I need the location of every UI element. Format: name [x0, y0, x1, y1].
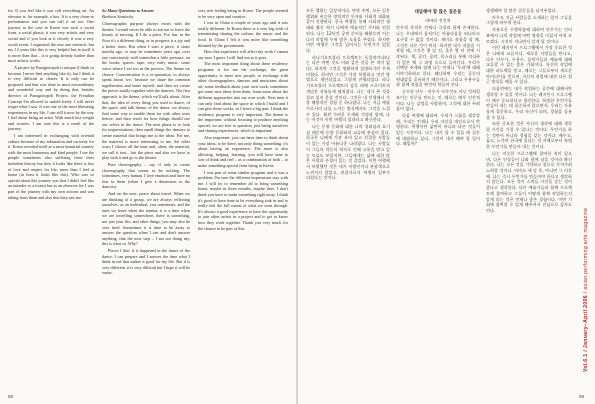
paragraph: for. If you feel like it you call everything art. An elevator is, for example, a box. It is a very clean-to performance and you can call it art too. One journey to the case in Korea was such a social form, a social phasis, it was very artistic and very social and if you look at it closely it was a very social event. I organized the tour one research, but my 12 years like this is very helpful but in itself it is more than that – it is going already further than most artistic works.	[8, 8, 94, 64]
article-title-korean: 대답해야 할 많은 질문들	[414, 10, 462, 15]
paragraph: 나는 비슷한 프로그램에 참여한 적이 있으며, 다른 인상들이 나와 함께 남을 것이라 확신한다. 나는 모든 것을 기억하고 집으로 가져가려 노력할 것이다. 아마도 세 달 후, 아니면 그 이후에. 나는 즉시 무언가를 만들어야 한다고 생각하지 않는다. 모든 것이 스며들 시간을 갖는 것이 좋다고 생각한다. 다른 예술가들과 함께 프로젝트에 참여하고 그들이 어떻게 함께 작업하는지 알게 되는 것은 언제나 좋은 경험이다. 이번 기회에 참여할 수 있게 해주셔서 진심으로 감사드린다.	[486, 150, 572, 213]
right-column-2	[396, 8, 480, 392]
paragraph: And on the next: peace about travel. When we are thinking of a group, we are always reflecting ourselves, as an individual, you sometimes, and the ones we leave when the trauma, it is a time when we are travelling somewhere, there is something, not just your life, and other things, you may also be very tired. Sometimes it is time to be away to answer the question when I can and don't answer anything, that the next step – I am not doing my, this is what so. Why?	[102, 191, 190, 247]
paragraph: Pieces I like: if it happened in the future of the dance: I can prepare and I answer the time what I think in me that makes it good for my life. But it is very different, it is very difficult but I hope it will be easier.	[102, 247, 190, 276]
paragraph: How this experience will affect my work I cannot say now. I guess I will find out as it goes.	[198, 49, 288, 60]
paragraph: 이런 레지던시 프로그램에서 가장 중요한 것은 나에게 교류이다. 새로운 사람들을 만나고, 다른 안무가, 무용수, 음악가들과 예술에 대해 교류할 수 있는 좋은 기회이다. 자신의 작업에 대한 피드백을 얻고, 때로는 그들로부터 새로운 아이디어를 얻으며, 자신의 작업에 대한 다른 접근 방식을 배울 수 있다.	[486, 45, 572, 85]
left-column-2	[102, 8, 190, 392]
paragraph: The most important thing about these residency programs is for me the exchange, the great opportunity to meet new people, to exchange with other choreographers, dancers and musicians about art, some feedback about your own work, sometimes get some new ideas from them, learn more about the different approaches into my own work. Next time it can only find about the space in which I build and I can give those works, so I leave a big part. I think the residency program is very important. The theme is the important: without focusing to produce anything special, we are free to question, just being ourselves and sharing experiences, which is important.	[198, 61, 288, 134]
issue-side-tag	[583, 52, 591, 372]
paragraph: very rich feeling being in Korea. The people seemed to be very open and creative.	[198, 8, 288, 19]
paragraph: 안무적 목적은 언제나 극장과 함께 존재한다. 나는 무대에서 움직이는 아름다움을 떠나라고 요구할 수 없을 것이다. 재미로 작품을 할 때, 그것은 다른 것이 된다. 하지만 내가 작품을 시작할 때, 그것은 몇 달 전, 혹은 몇 년 전에 시작된다. 책, 공간, 음악, 목소리를 통해 의식하지 않은 채 그 과정 속으로 들어간다. 우리가 선택한 주제와 함께 나는 언제나 '우리'에 대해 이야기하려고 한다. 왜냐하면 우리는 공동의 연대감을 공유하기 때문이다. 그리고 무용수들과 함께 작품을 완전히 만들어 간다.	[396, 25, 480, 88]
paragraph: 또한 중요한 것은 자신의 생각에 대해 생각할 시간을 가질 수 있다는 것이다. 무언가를 하는 것만이 아니라 경험을 갖는 것이다. 배우고, 돕고, 느끼며 한국에 있다는 것 자체로부터 특별한 무언가를 만들어 내는 것이다.	[486, 121, 572, 150]
article-author: Barbara Sinzinchy	[102, 13, 134, 19]
right-column-1	[306, 8, 390, 392]
right-column-3	[486, 8, 572, 392]
paragraph: 모든 행위는 일상적이다. 만약 주변, 모든 길은 행위와 비슷한 정치적인 투자와 사회적 대화와 같이 진행된다. 한국 여행을 통해 사회적인 형태와 활동 역시 나에게 예술적인 가치와 연결된다. 나는 12년간 공연 준비를 해왔으며 이는 나의 작업에 무척 많은 도움을 주었다. 하지만 이번 여행은 그것을 넘어서는 무언가가 있었다.	[306, 8, 390, 53]
paragraph: 다음번에는 내가 작업하는 공간에 대해서만 생각할 수 있을 것이다. 나는 레지던시 프로그램이 매우 중요하다고 생각한다. 특별한 무언가를 만들어 내는 데 집중하지 않으면서, 우리는 자유롭게 질문하고, 우리 자신이 되며, 경험을 공유할 수 있다.	[486, 86, 572, 120]
article-author-korean: 바바라 진진치	[425, 17, 451, 23]
paragraph: I am interested in exchanging with oriental culture because of my admiration and curiosity for it. Korea revealed itself as a most beautiful country with the most humorous and kind people. I see the people sometimes also suffering from their turbulent history but they it looks like there is lots of love and respect for life, more than I feel at home (at least it looks like this). Who was so special about this journey was that I didn't feel like an intruder or a tourist but as an observer for I was part of the journey with my own actions and was taking from them and also that they saw me.	[8, 133, 94, 200]
right-page	[298, 0, 595, 404]
paragraph: 나는 동양 문화에 대한 나의 경외심과 호기심 때문에 동양 문화와의 교류에 관심이 있다. 한국은 나에게 가장 유머 있고 친절한 사람들이 있는 가장 아름다운 나라였다. 나는 사람들이 그들의 격동의 역사로 인해 고통을 받고 있는 모습도 보았지만, 그들에게는 삶에 대한 많은 사랑과 존경이 있는 것 같았다. 이번 여행에서 특별했던 것은 내가 이방인이나 관광객으로 느껴지지 않았고, 관찰자로서 여행의 일부가 되었다는 것이다.	[306, 124, 390, 181]
page-number-right: 59	[579, 394, 585, 399]
publication-label: / asian performing arts magazine	[583, 207, 589, 294]
page-number-left: 58	[8, 394, 14, 399]
paragraph: Also important: you can have time to think about your ideas, to be there, not only doing something, it's about having an experience. The more is also allowing, helping, learning, you will have time to sort of think and feel – as a combination of both – to make something special from being in Korea.	[198, 135, 288, 169]
paragraph: 아무도 지금 사람들을 소개하는 일이 그들을 그렇게 바꾸게 한다.	[486, 14, 572, 26]
left-page	[0, 0, 297, 404]
paragraph: Pure choreography – say, if only to create choreography that seems to be nothing. The sometimes, very human. I love emotion and have no fear to them (when I give a dimension to the dancers).	[102, 162, 190, 190]
paragraph: A project by Panagiotopoli is unique (I think so because I never find anything like it), but I think it is very difficult to clearer. It is only can be proposed and that was done in most extraordinary and wonderful way and by doing that, besides director of Panagiotopoli Project, the Freudian Concept I'm allowed to unfold freely. I will never forget what I saw. It was one of the most liberating experiences in my life. I can still it now by the way I feel about being an artist. With much less weight and worries. I am sure this is a result of the journey.	[8, 64, 94, 132]
left-column-3	[198, 8, 288, 392]
left-column-1	[8, 8, 94, 392]
paragraph: 다음 여행에 대하여. 우리가 그룹을 생각할 때, 우리는 언제나 우리 자신을 개인으로서 반영한다. 여행이란 삶만이 아니라 다른 것들이 있는 시간이다. 나는 내가 할 수 있을 때 질문에 대답하고 싶다. 그것이 내가 해야 할 일이다. 왜일까?	[396, 112, 480, 147]
paragraph: Choreographic purpose always exists with the theater, I would never be able to ask me to leave the beauty of moving. If I do a piece. For fun, in the floor it's a different thing, or in progress is a joy and a better form. But when I start a piece, it starts months ago, or may be sometimes years ago, over one consciously with somewhat a little pressure, on the books, spaces, tape, very early music, some voice where I see too in the process. The theme we choose. Concentration is a re-quotation, to always speak about 'we,' because we share the common togetherness and inner myself, and then we create the pieces totally together with the dancers. The first approach is the theme, which we'll talk about. After that, the idea of every thing you used to dance, of the space, and talk theme, of the dance, we always find some way to enable them for with other texts before, and then reach for how things should use our selves in the dance. The next phase is to look for improvisations, then small things the dancers to create material that brings me to the ideas. For me, the material is more interesting to me, the other ways I choose all the time and, often, the material, we call it text... but the piece and also we have to play with it and go to the theatre.	[102, 21, 190, 161]
paragraph: I was in China a couple of years ago and it was totally different. In Korea there is a very big wish of transmitting sharing the culture, the music and the food. In China I felt it was more like something dictated by the government.	[198, 20, 288, 48]
paragraph: 파나기오토폴리 프로젝트는 독창적이다(나는 다른 어떤 것도 이와 같은 것을 본 적이 없다). 하지만 그것을 명확하게 설명하기란 무척 어렵다. 하지만 그것은 가장 특별하고 멋진 방법으로 제안되었고, 그렇게 진행되었다. 파나기오토폴리 프로젝트의 감독 외에 프로이트적 개념은 자유롭게 펼쳐졌다. 나는 내가 본 것을 결코 잊지 못할 것이다. 그것은 내 인생에서 가장 해방적인 경험 중 하나였다. 나는 지금 예술가로서의 나를 느끼는 방식에서도 그것을 느낄 수 있다. 훨씬 가벼운 무게와 걱정과 함께, 나는 이것이 이번 여행의 결과라고 확신한다.	[306, 54, 390, 123]
paragraph: 생생해야 할 많은 질문들을 남겨주었다.	[486, 8, 557, 13]
paragraph: 순수한 안무 - 안무가 아무것도 아닌 것처럼 보이는 안무를 만드는 것. 때로는 매우 인간적이다. 나는 감정을 사랑하며, 그것에 대한 두려움이 없다.	[396, 89, 480, 112]
article-title: So Many Questions to Answer	[102, 8, 154, 13]
paragraph: I was part of some similar program and it was a problem: I'm sure the different impressions stay with me. I will try to remember all to bring something home, maybe in three months, maybe later. I don't think you have to make something right away. I think it's good to have time to let everything sink in and to really feel the full extent of what we went through. It's always a good experience to have the opportunity to join other artists in a project and to get to know how they work together. Thank you very much for the chance to be part of this.	[198, 169, 288, 231]
issue-label: Vol.6.1 / January–April 2006	[583, 295, 589, 372]
paragraph: 자유로운 수행작품에 대하여 안무가는 인터뷰에서 나의 작업에 어떤 영향을 미칠지 아직 모르겠다. 시간이 지나면서 알게 될 것이다.	[486, 27, 572, 44]
